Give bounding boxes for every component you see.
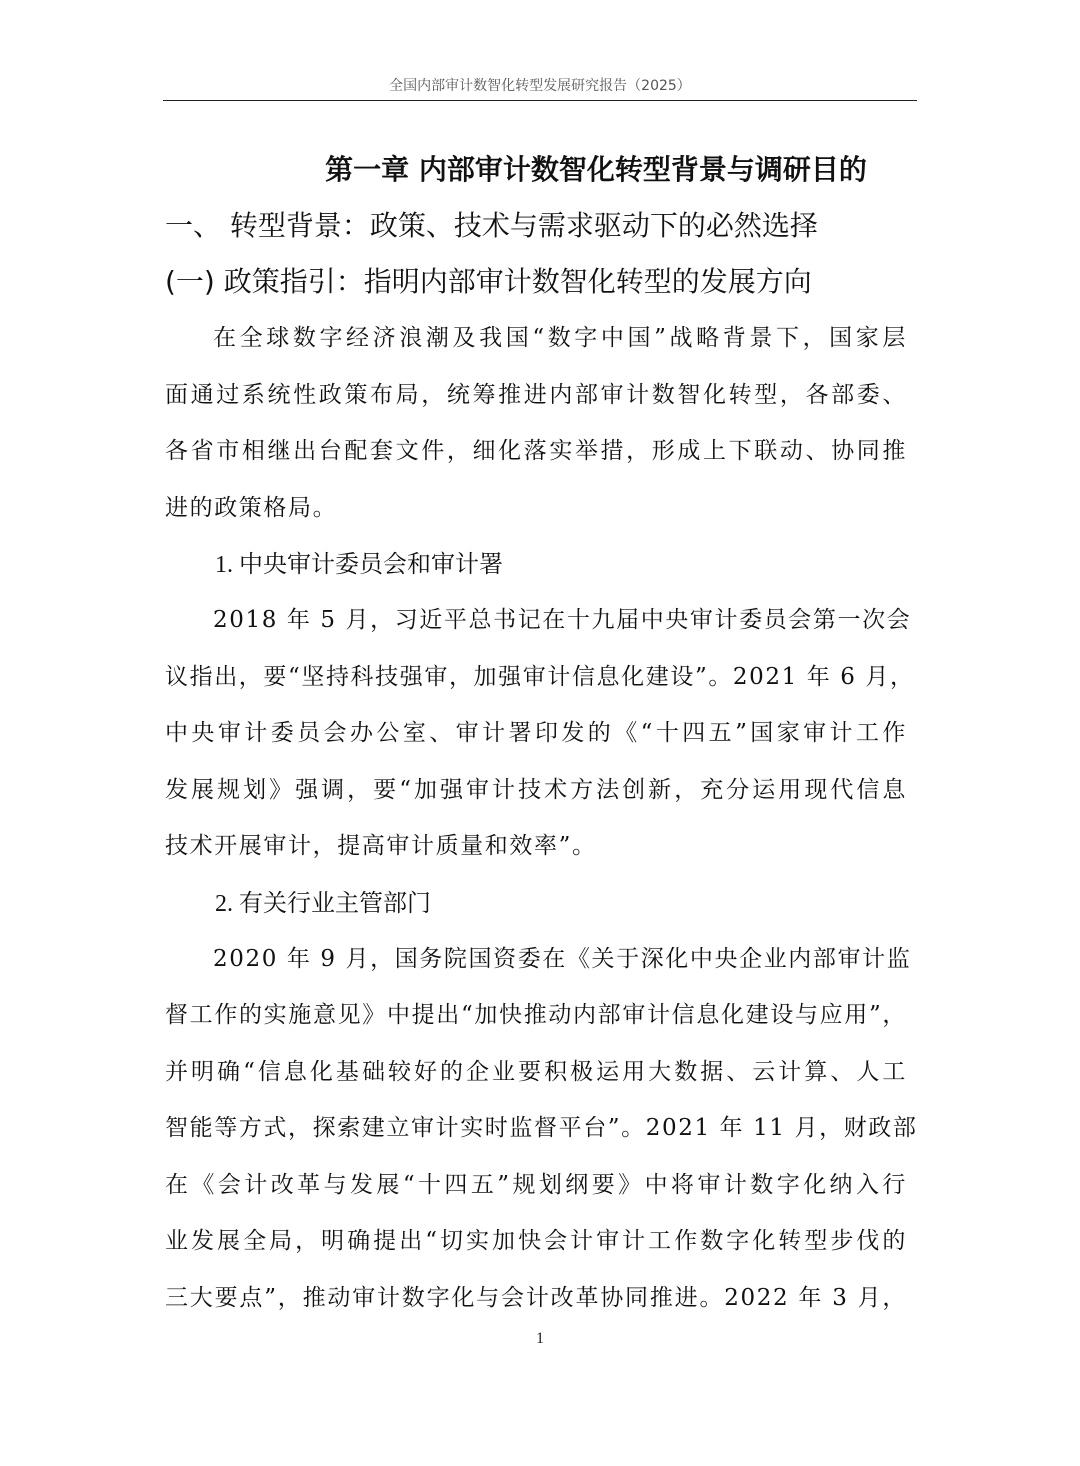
item-heading-2 xyxy=(165,875,907,931)
paragraph-line: 中央审计委员会办公室、审计署印发的《“十四五”国家审计工作 xyxy=(165,720,907,746)
paragraph-line: 三大要点”，推动审计数字化与会计改革协同推进。2022 年 3 月， xyxy=(165,1284,907,1311)
paragraph-line: 议指出，要“坚持科技强审，加强审计信息化建设”。2021 年 6 月， xyxy=(165,663,915,690)
paragraph-line: 2020 年 9 月，国务院国资委在《关于深化中央企业内部审计监 xyxy=(213,945,912,972)
paragraph-line: 在全球数字经济浪潮及我国“数字中国”战略背景下，国家层 xyxy=(213,325,907,351)
item-title: 有关行业主管部门 xyxy=(239,888,431,917)
paragraph-line: 技术开展审计，提高审计质量和效率”。 xyxy=(165,833,597,859)
paragraph-line: 并明确“信息化基础较好的企业要积极运用大数据、云计算、人工 xyxy=(165,1058,907,1085)
paragraph-line: 发展规划》强调，要“加强审计技术方法创新，充分运用现代信息 xyxy=(165,776,907,803)
intro-paragraph xyxy=(165,310,907,536)
item-number: 2. xyxy=(215,890,233,917)
paragraph-line: 业发展全局，明确提出“切实加快会计审计工作数字化转型步伐的 xyxy=(165,1228,907,1254)
item-number: 1. xyxy=(215,552,233,578)
item-title: 中央审计委员会和审计署 xyxy=(239,550,503,578)
paragraph-line: 进的政策格局。 xyxy=(165,494,338,521)
item-heading-1 xyxy=(165,536,907,592)
paragraph-line: 各省市相继出台配套文件，细化落实举措，形成上下联动、协同推 xyxy=(165,438,907,464)
running-header xyxy=(163,76,917,101)
page-number: 1 xyxy=(536,1330,544,1347)
paragraph-line: 督工作的实施意见》中提出“加快推动内部审计信息化建设与应用”， xyxy=(165,1002,907,1028)
paragraph-line: 在《会计改革与发展“十四五”规划纲要》中将审计数字化纳入行 xyxy=(165,1171,907,1198)
section-heading: 一、 转型背景：政策、技术与需求驱动下的必然选择 xyxy=(165,209,818,242)
subsection-heading: (一) 政策指引：指明内部审计数智化转型的发展方向 xyxy=(165,265,812,298)
item2-paragraph xyxy=(165,931,918,1327)
chapter-title: 第一章 内部审计数智化转型背景与调研目的 xyxy=(325,153,867,186)
paragraph-line: 面通过系统性政策布局，统筹推进内部审计数智化转型，各部委、 xyxy=(165,381,907,408)
item1-paragraph xyxy=(165,592,915,875)
paragraph-line: 智能等方式，探索建立审计实时监督平台”。2021 年 11 月，财政部 xyxy=(165,1115,918,1141)
paragraph-line: 2018 年 5 月，习近平总书记在十九届中央审计委员会第一次会 xyxy=(213,607,912,633)
page-body xyxy=(165,130,918,1326)
running-title: 全国内部审计数智化转型发展研究报告（2025） xyxy=(389,78,691,94)
